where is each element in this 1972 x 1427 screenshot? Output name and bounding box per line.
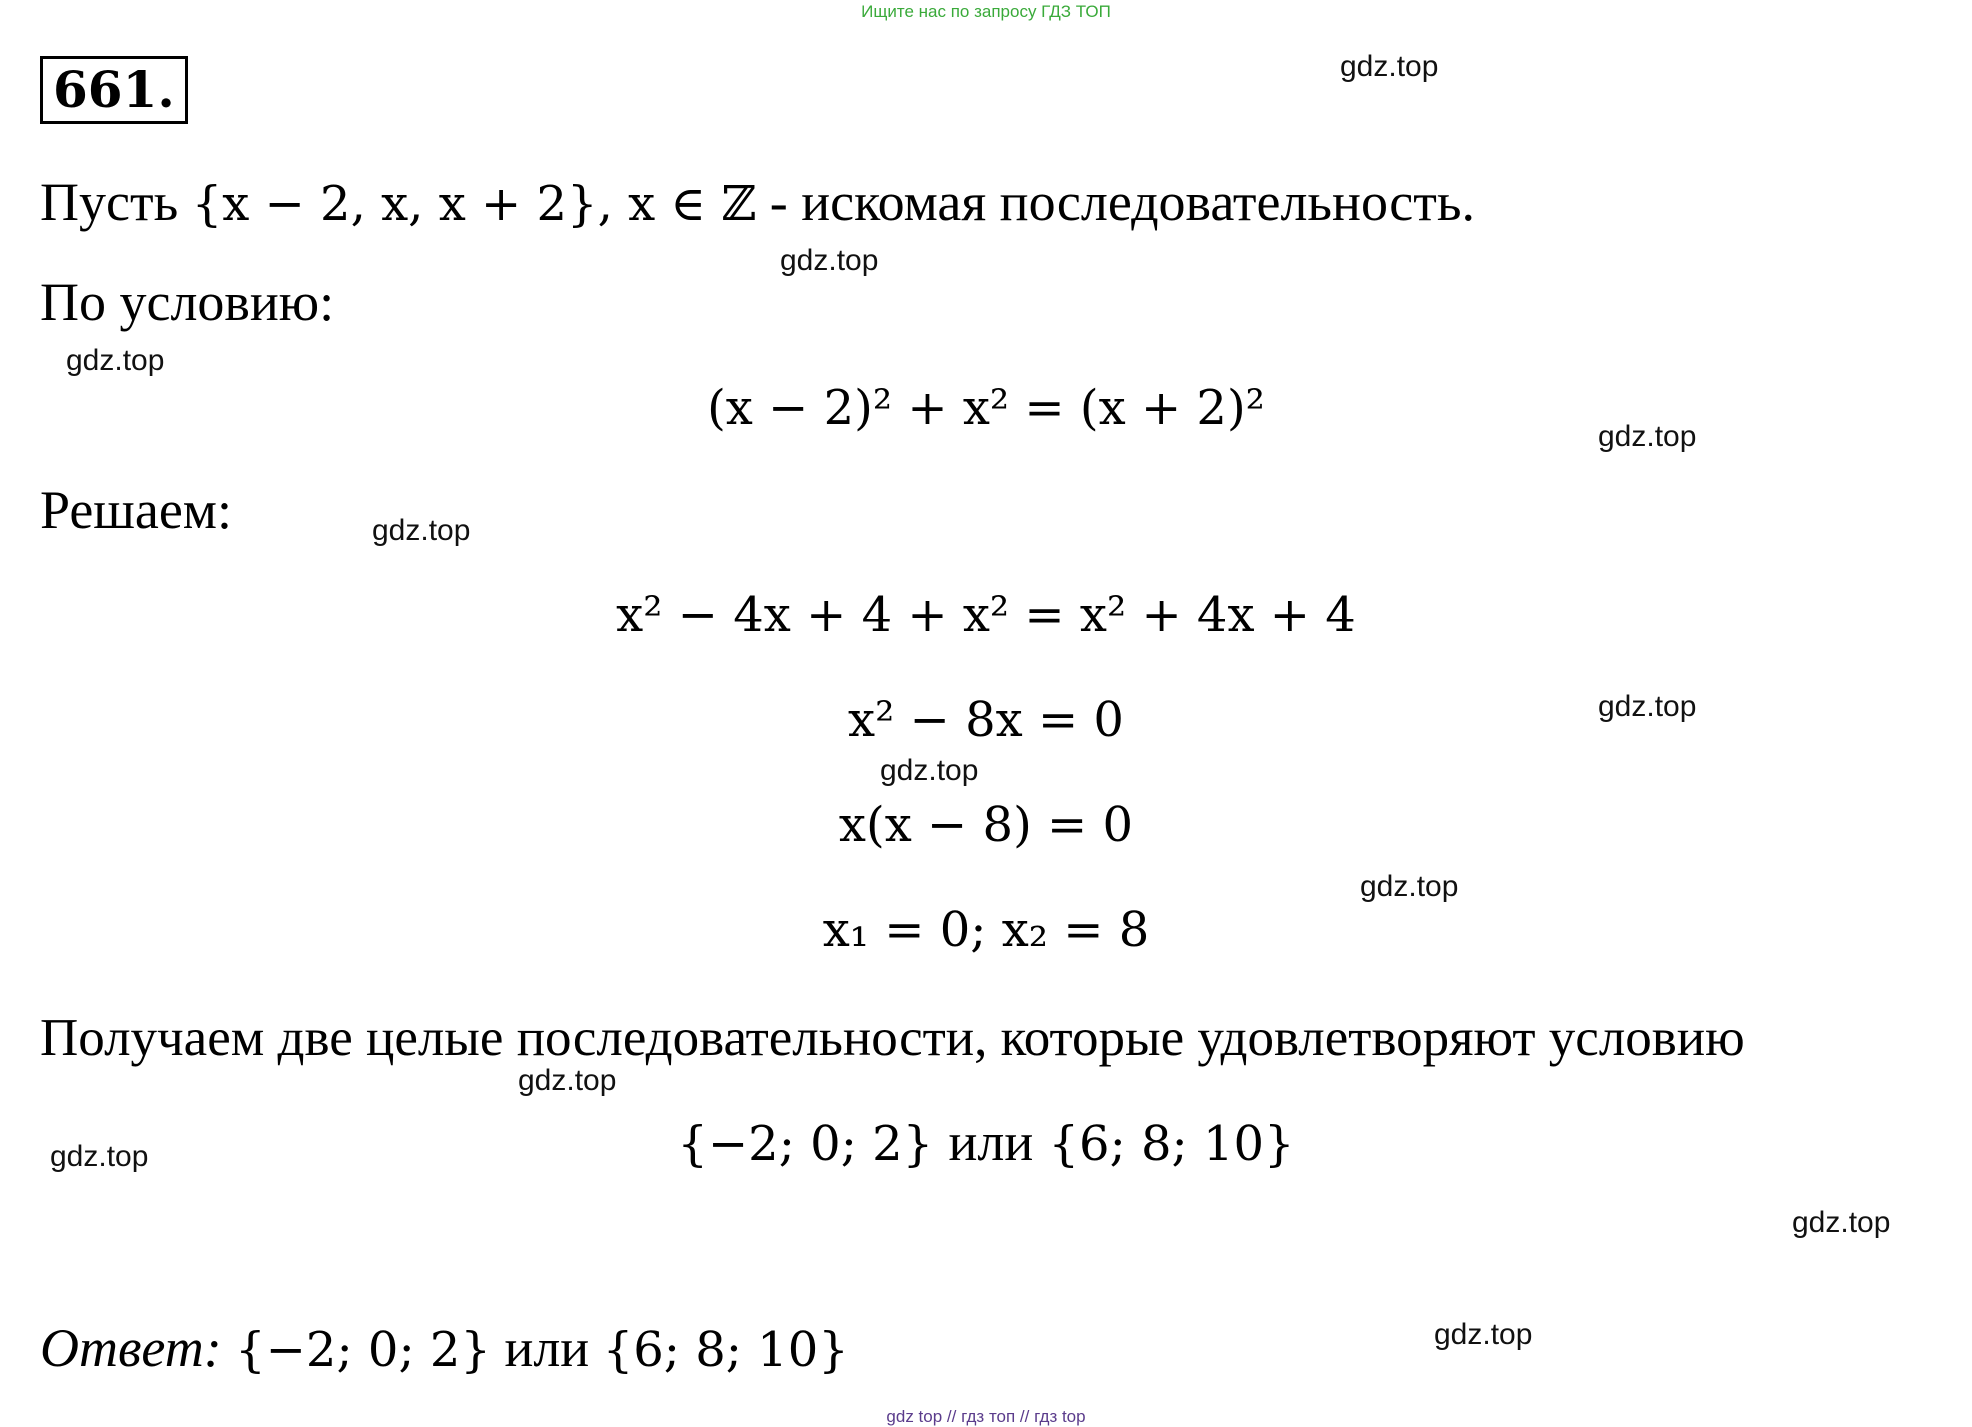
answer-set-2: {6; 8; 10} (602, 1322, 849, 1378)
result-text: Получаем две целые последовательности, которые удовлетворяют условию (40, 1009, 1745, 1067)
problem-number: 661. (40, 56, 188, 124)
step-1: x² − 4x + 4 + x² = x² + 4x + 4 (616, 587, 1356, 643)
condition-label: По условию: (40, 272, 335, 332)
watermark: gdz.top (780, 244, 879, 277)
watermark: gdz.top (66, 344, 165, 377)
footer: gdz top // гдз топ // гдз top (886, 1407, 1086, 1426)
answer-connector: или (504, 1318, 590, 1378)
top-banner: Ищите нас по запросу ГДЗ ТОП (861, 2, 1111, 21)
step-3: x(x − 8) = 0 (838, 797, 1134, 853)
watermark: gdz.top (1434, 1318, 1533, 1351)
result-connector: или (948, 1112, 1034, 1172)
step-4: x₁ = 0; x₂ = 8 (822, 902, 1150, 958)
watermark: gdz.top (880, 754, 979, 787)
answer-label: Ответ: (40, 1318, 222, 1378)
step-2: x² − 8x = 0 (848, 692, 1124, 748)
intro-line (40, 172, 1475, 234)
answer-line (40, 1318, 849, 1380)
watermark: gdz.top (1598, 420, 1697, 453)
solve-label: Решаем: (40, 480, 232, 540)
intro-math: {x − 2, x, x + 2}, x ∈ ℤ (191, 176, 757, 232)
answer-set-1: {−2; 0; 2} (235, 1322, 491, 1378)
watermark: gdz.top (1360, 870, 1459, 903)
condition-equation: (x − 2)² + x² = (x + 2)² (707, 380, 1265, 436)
result-set-2: {6; 8; 10} (1048, 1116, 1295, 1172)
intro-word: Пусть (40, 172, 179, 232)
result-sets (0, 1112, 1972, 1174)
watermark: gdz.top (50, 1140, 149, 1173)
result-set-1: {−2; 0; 2} (677, 1116, 934, 1172)
watermark: gdz.top (1340, 50, 1439, 83)
watermark: gdz.top (1792, 1206, 1891, 1239)
intro-rest: - искомая последовательность. (769, 172, 1475, 232)
watermark: gdz.top (372, 514, 471, 547)
watermark: gdz.top (1598, 690, 1697, 723)
watermark: gdz.top (518, 1064, 617, 1097)
